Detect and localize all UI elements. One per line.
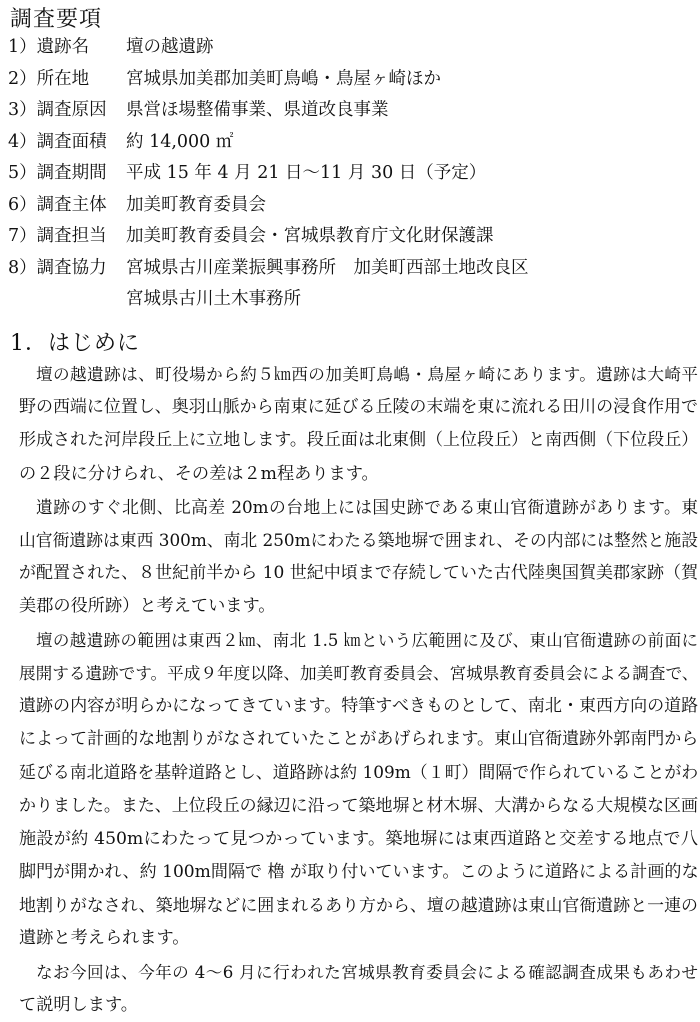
outline-item-value: 宮城県古川土木事務所 — [126, 289, 301, 309]
outline-item-value: 壇の越遺跡 — [126, 37, 214, 57]
outline-item — [0, 221, 700, 253]
paragraph-line: 地割りがなされ、築地塀などに囲まれるあり方から、壇の越遺跡は東山官衙遺跡と一連の — [19, 895, 698, 916]
paragraph-line: て説明します。 — [19, 994, 138, 1015]
paragraph-line: 脚門が開かれ、約 100m間隔で 櫓 が取り付いています。このように道路による計画的な — [19, 862, 699, 883]
paragraph-line: 山官衙遺跡は東西 300m、南北 250mにわたる築地塀で囲まれ、その内部には整然と施設 — [19, 530, 698, 551]
outline-item-value: 宮城県古川産業振興事務所 加美町西部土地改良区 — [126, 257, 529, 278]
body-paragraph — [2, 491, 698, 624]
outline-item-value: 約 14,000 ㎡ — [126, 131, 234, 152]
introduction-body — [2, 358, 698, 1022]
outline-item — [0, 64, 700, 96]
section-title-introduction: 1．はじめに — [10, 331, 140, 356]
outline-item — [0, 284, 700, 316]
outline-item-value: 宮城県加美郡加美町鳥嶋・鳥屋ヶ崎ほか — [126, 68, 441, 89]
outline-item-label: 7）調査担当 — [8, 226, 107, 246]
paragraph-line: 延びる南北道路を基幹道路とし、道路跡は約 109m（１町）間隔で作られていることがわ — [19, 762, 699, 783]
outline-item-value: 県営ほ場整備事業、県道改良事業 — [126, 100, 389, 120]
body-paragraph — [2, 358, 698, 491]
outline-item-label: 1）遺跡名 — [8, 37, 90, 57]
paragraph-line: 野の西端に位置し、奥羽山脈から南東に延びる丘陵の末端を東に流れる田川の浸食作用で — [19, 397, 698, 418]
paragraph-line: なお今回は、今年の 4～6 月に行われた宮城県教育委員会による確認調査成果もあわせ — [36, 962, 698, 982]
paragraph-line: 遺跡と考えられます。 — [19, 928, 190, 949]
body-paragraph — [2, 956, 698, 1022]
outline-item — [0, 158, 700, 190]
paragraph-line: によって計画的な地割りがなされていたことがあげられます。東山官衙遺跡外郭南門から — [19, 729, 699, 750]
outline-item-label: 8）調査協力 — [8, 257, 107, 278]
outline-item — [0, 95, 700, 127]
outline-item — [0, 190, 700, 222]
paragraph-line: 壇の越遺跡の範囲は東西２㎞、南北 1.5 ㎞という広範囲に及び、東山官衙遺跡の前面に — [36, 630, 698, 650]
paragraph-line: 施設が約 450mにわたって見つかっています。築地塀には東西道路と交差する地点で八 — [19, 828, 698, 849]
outline-item — [0, 253, 700, 285]
paragraph-line: 壇の越遺跡は、町役場から約５㎞西の加美町鳥嶋・鳥屋ヶ崎にあります。遺跡は大崎平 — [36, 365, 698, 384]
paragraph-line: 遺跡の内容が明らかになってきています。特筆すべきものとして、南北・東西方向の道路 — [19, 696, 699, 717]
survey-outline-list — [0, 32, 700, 316]
outline-item-label: 5）調査期間 — [8, 163, 107, 183]
paragraph-line: 遺跡のすぐ北側、比高差 20mの台地上には国史跡である東山官衙遺跡があります。東 — [36, 496, 698, 517]
paragraph-line: の２段に分けられ、その差は２m程あります。 — [19, 463, 379, 484]
body-paragraph — [2, 624, 698, 956]
outline-item-value: 平成 15 年 4 月 21 日～11 月 30 日（予定） — [126, 163, 487, 183]
paragraph-line: 形成された河岸段丘上に立地します。段丘面は北東側（上位段丘）と南西側（下位段丘） — [19, 430, 699, 451]
paragraph-line: が配置された、８世紀前半から 10 世紀中頃まで存続していた古代陸奥国賀美郡家跡（賀 — [19, 563, 699, 584]
paragraph-line: 美郡の役所跡）と考えています。 — [19, 596, 276, 617]
survey-outline-heading: 調査要項 — [10, 7, 103, 32]
outline-item-label: 6）調査主体 — [8, 194, 107, 215]
paragraph-line: 展開する遺跡です。平成９年度以降、加美町教育委員会、宮城県教育委員会による調査で、 — [19, 663, 699, 683]
outline-item — [0, 127, 700, 159]
outline-item-label: 3）調査原因 — [8, 100, 107, 120]
paragraph-line: かりました。また、上位段丘の縁辺に沿って築地塀と材木塀、大溝からなる大規模な区画 — [19, 795, 698, 816]
outline-item — [0, 32, 700, 64]
outline-item-label: 4）調査面積 — [8, 131, 107, 152]
outline-item-value: 加美町教育委員会 — [126, 194, 266, 215]
outline-item-value: 加美町教育委員会・宮城県教育庁文化財保護課 — [126, 226, 494, 246]
outline-item-label: 2）所在地 — [8, 68, 90, 89]
